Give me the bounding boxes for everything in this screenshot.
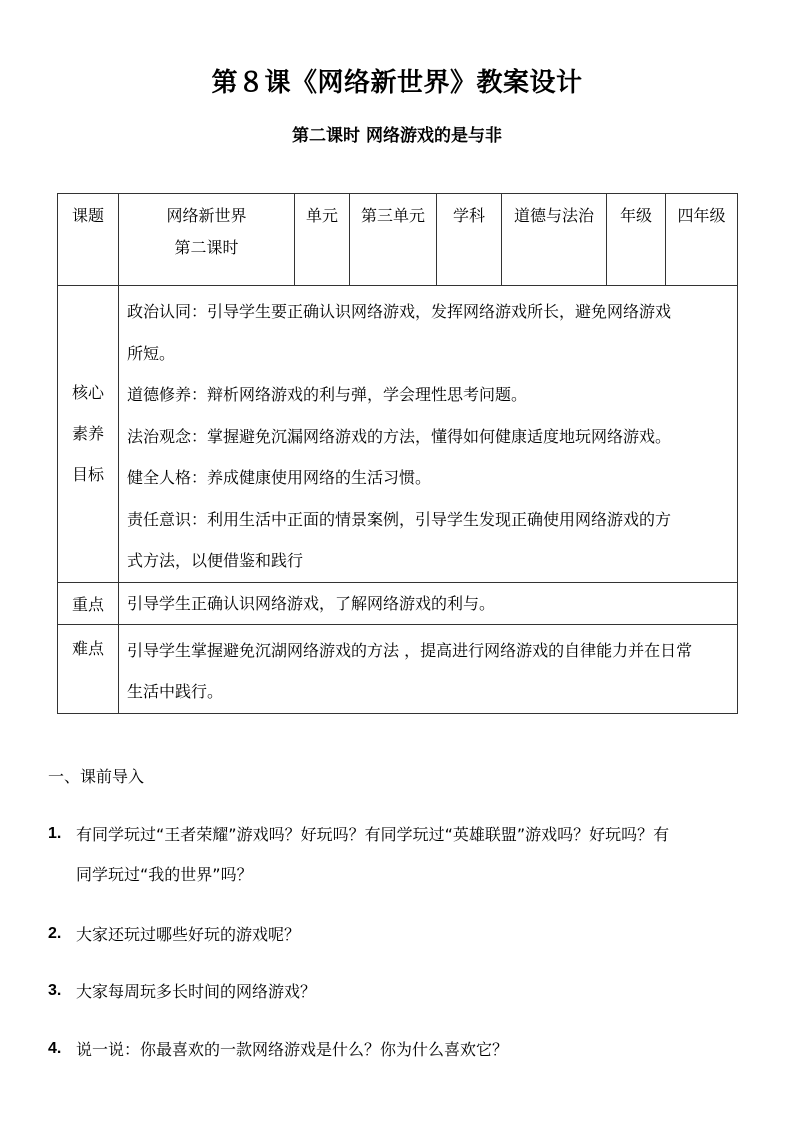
grade-value: 四年级	[666, 194, 738, 286]
topic-label: 课题	[58, 194, 119, 286]
question-line: 大家还玩过哪些好玩的游戏呢？	[76, 925, 301, 944]
lesson-subtitle: 第二课时 网络游戏的是与非	[292, 126, 502, 146]
core-label-line2: 素养	[71, 424, 104, 444]
key-point-row	[58, 582, 738, 624]
difficulty-line2: 生活中践行。	[127, 682, 224, 701]
question-line: 有同学玩过“王者荣耀”游戏吗？好玩吗？有同学玩过“英雄联盟”游戏吗？好玩吗？有	[76, 825, 670, 844]
core-line-law: 法治观念：掌握避免沉漏网络游戏的方法，懂得如何健康适度地玩网络游戏。	[127, 426, 672, 446]
core-goals-content	[119, 286, 738, 583]
lesson-info-table	[57, 193, 738, 714]
question-number: 3.	[48, 982, 62, 999]
core-line-political: 政治认同：引导学生要正确认识网络游戏，发挥网络游戏所长，避免网络游戏	[127, 302, 672, 321]
difficulty-content	[119, 624, 738, 713]
core-line-personality: 健全人格：养成健康使用网络的生活习惯。	[127, 468, 432, 487]
subject-label: 学科	[437, 194, 502, 286]
core-line-moral: 道德修养：辩析网络游戏的利与弹，学会理性思考问题。	[127, 385, 528, 404]
question-line: 同学玩过“我的世界”吗？	[76, 865, 253, 884]
core-label-line1: 核心	[71, 383, 104, 403]
difficulty-line1: 引导学生掌握避免沉湖网络游戏的方法 ，提高进行网络游戏的自律能力并在日常	[127, 640, 693, 660]
key-point-label: 重点	[58, 582, 119, 624]
question-line: 大家每周玩多长时间的网络游戏？	[76, 982, 317, 1001]
difficulty-row	[58, 624, 738, 713]
page-title: 第８课《网络新世界》教案设计	[211, 68, 583, 98]
core-line-responsibility: 责任意识：利用生活中正面的情景案例，引导学生发现正确使用网络游戏的方	[127, 509, 672, 529]
table-header-row	[58, 194, 738, 286]
core-goals-row	[58, 286, 738, 583]
topic-value-line2: 第二课时	[174, 238, 239, 257]
topic-value	[119, 194, 295, 286]
question-text	[76, 915, 766, 955]
section-heading-intro: 一、课前导入	[48, 767, 145, 786]
key-point-text: 引导学生正确认识网络游戏，了解网络游戏的利与。	[119, 582, 738, 624]
question-number: 2.	[48, 925, 62, 942]
question-number: 4.	[48, 1040, 62, 1057]
question-text	[76, 815, 766, 895]
question-text	[76, 972, 766, 1012]
grade-label: 年级	[607, 194, 666, 286]
subject-value: 道德与法治	[502, 194, 607, 286]
core-goals-label	[58, 286, 119, 583]
question-line: 说一说：你最喜欢的一款网络游戏是什么？你为什么喜欢它？	[76, 1040, 509, 1059]
difficulty-label: 难点	[58, 624, 119, 713]
unit-value: 第三单元	[350, 194, 437, 286]
question-text	[76, 1030, 766, 1070]
core-label-line3: 目标	[71, 465, 104, 485]
question-number: 1.	[48, 825, 62, 842]
topic-value-line1: 网络新世界	[166, 206, 247, 225]
unit-label: 单元	[295, 194, 350, 286]
core-line-political-cont: 所短。	[127, 343, 176, 363]
core-line-responsibility-cont: 式方法，以便借鉴和践行	[127, 551, 304, 570]
